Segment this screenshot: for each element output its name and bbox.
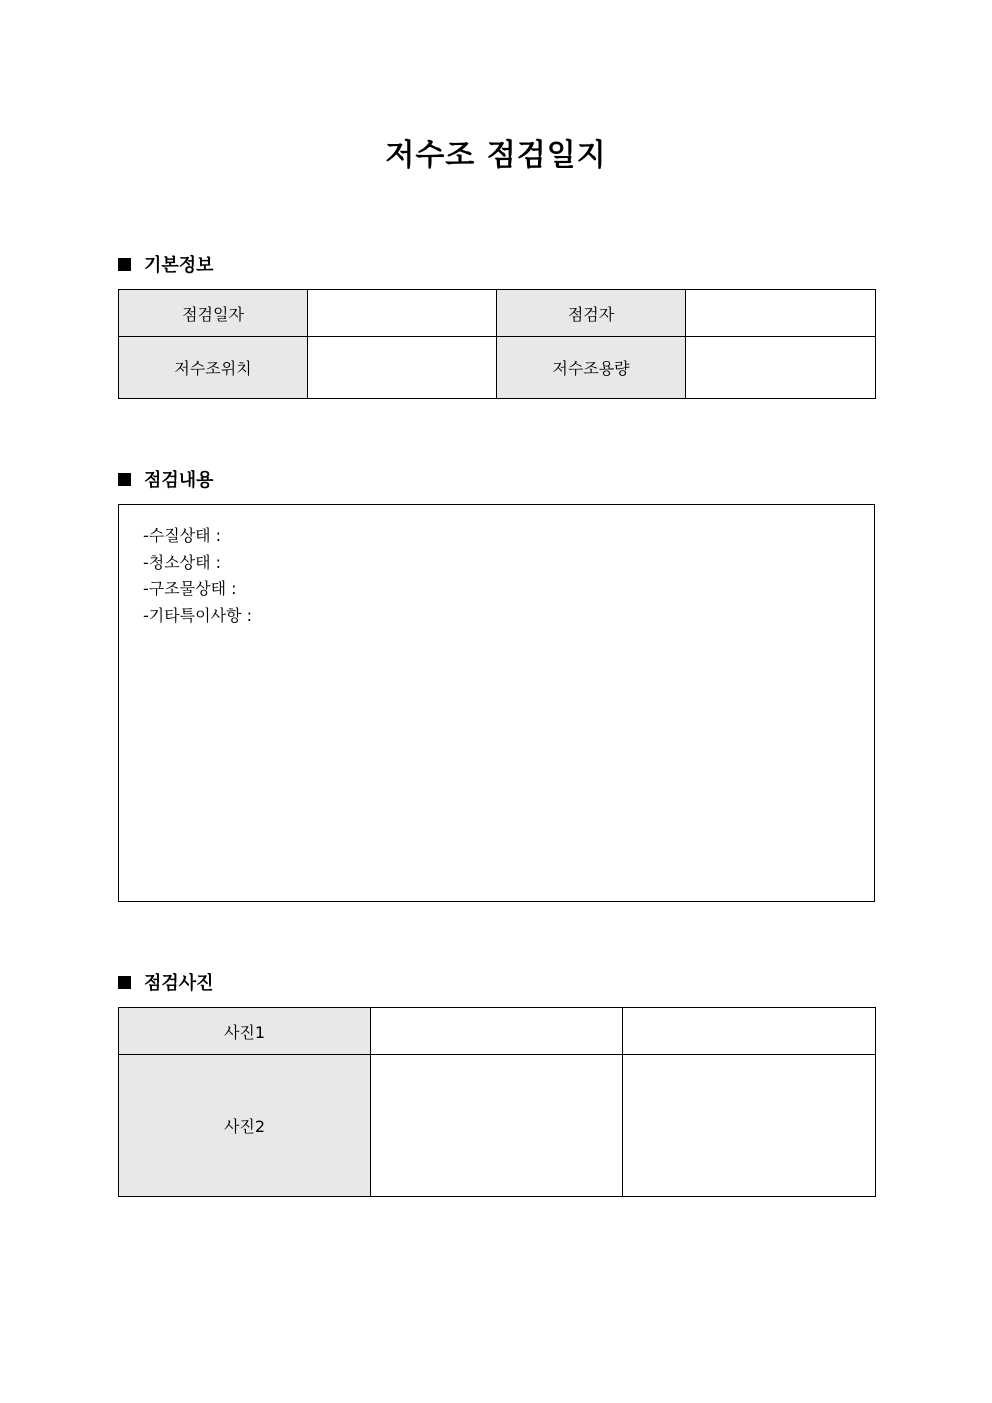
section-heading-inspection (118, 466, 214, 492)
tank-capacity-field[interactable] (686, 337, 876, 399)
inspector-label: 점검자 (497, 290, 686, 337)
inspector-field[interactable] (686, 290, 876, 337)
section-heading-label: 기본정보 (144, 255, 214, 276)
table-row (119, 290, 876, 337)
photo1-slot-b[interactable] (623, 1008, 876, 1055)
photo2-label: 사진2 (119, 1055, 371, 1197)
photo2-slot-a[interactable] (371, 1055, 623, 1197)
page-title: 저수조 점검일지 (385, 138, 607, 173)
section-heading-label: 점검내용 (144, 470, 214, 491)
basic-info-table (118, 289, 876, 399)
inspection-date-label: 점검일자 (119, 290, 308, 337)
water-quality-line: -수질상태 : (143, 526, 222, 545)
photo1-slot-a[interactable] (371, 1008, 623, 1055)
square-bullet-icon (118, 976, 131, 989)
table-row (119, 337, 876, 399)
tank-location-field[interactable] (308, 337, 497, 399)
other-notes-line: -기타특이사항 : (143, 605, 252, 625)
section-heading-basic-info (118, 251, 214, 277)
square-bullet-icon (118, 473, 131, 486)
inspection-content-lines (119, 505, 874, 629)
section-heading-photos (118, 969, 214, 995)
photos-table (118, 1007, 876, 1197)
photo2-slot-b[interactable] (623, 1055, 876, 1197)
inspection-date-field[interactable] (308, 290, 497, 337)
photo1-label: 사진1 (119, 1008, 371, 1055)
cleaning-status-line: -청소상태 : (143, 552, 222, 572)
section-heading-label: 점검사진 (144, 973, 214, 994)
inspection-content-box[interactable] (118, 504, 875, 902)
tank-location-label: 저수조위치 (119, 337, 308, 399)
table-row (119, 1008, 876, 1055)
tank-capacity-label: 저수조용량 (497, 337, 686, 399)
table-row (119, 1055, 876, 1197)
square-bullet-icon (118, 258, 131, 271)
structure-status-line: -구조물상태 : (143, 579, 237, 598)
